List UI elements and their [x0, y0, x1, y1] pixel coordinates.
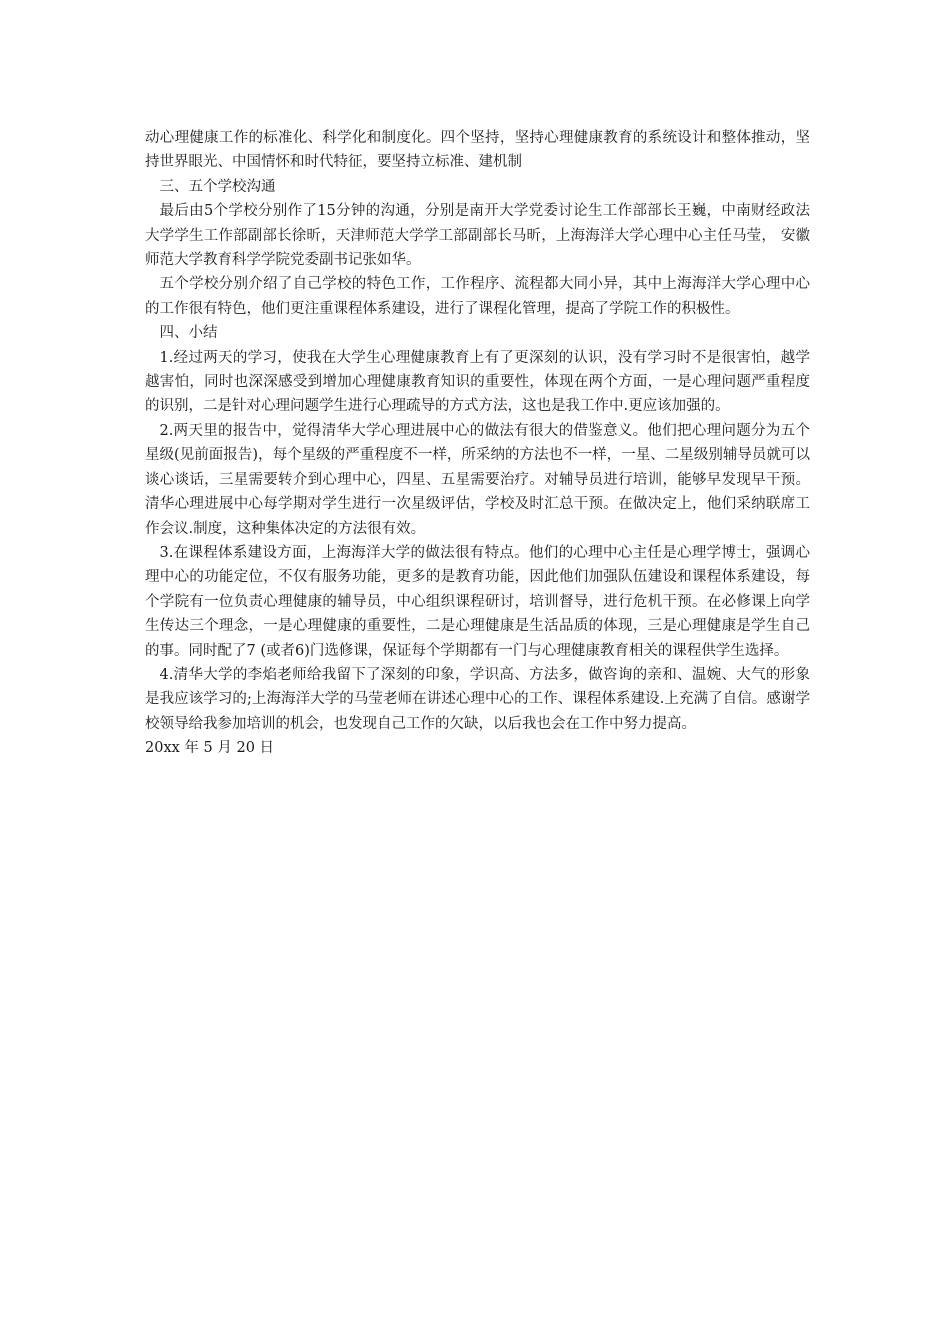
summary-point-2: 2.两天里的报告中，觉得清华大学心理进展中心的做法有很大的借鉴意义。他们把心理问题分为五个星级(见前面报告)，每个星级的严重程度不一样，所采纳的方法也不一样，一星、二星级别辅导员就可以谈心谈话，三星需要转介到心理中心，四星、五星需要治疗。对辅导员进行培训，能够早发现早干预。清华心理进展中心每学期对学生进行一次星级评估，学校及时汇总干预。在做决定上，他们采纳联席工作会议.制度，这种集体决定的方法很有效。	[145, 422, 810, 537]
paragraph-school-features: 五个学校分别介绍了自己学校的特色工作，工作程序、流程都大同小异，其中上海海洋大学心理中心的工作很有特色，他们更注重课程体系建设，进行了课程化管理，提高了学院工作的积极性。	[145, 276, 810, 317]
paragraph-school-communication: 最后由5个学校分别作了15分钟的沟通，分别是南开大学党委讨论生工作部部长王巍，中南财经政法大学学生工作部副部长徐昕，天津师范大学学工部副部长马昕，上海海洋大学心理中心主任马莹， 安徽师范大学教育科学学院党委副书记张如华。	[145, 203, 810, 269]
section-heading-four: 四、小结	[159, 325, 218, 342]
summary-point-3: 3.在课程体系建设方面，上海海洋大学的做法很有特点。他们的心理中心主任是心理学博士，强调心理中心的功能定位，不仅有服务功能，更多的是教育功能，因此他们加强队伍建设和课程体系建设，每个学院有一位负责心理健康的辅导员，中心组织课程研讨，培训督导，进行危机干预。在必修课上向学生传达三个理念，一是心理健康的重要性，二是心理健康是生活品质的体现，三是心理健康是学生自己的事。同时配了7 (或者6)门选修课，保证每个学期都有一门与心理健康教育相关的课程供学生选择。	[145, 544, 810, 659]
section-heading-three: 三、五个学校沟通	[159, 178, 276, 195]
paragraph-continuation: 动心理健康工作的标准化、科学化和制度化。四个坚持，坚持心理健康教育的系统设计和整体推动，坚持世界眼光、中国情怀和时代特征，要坚持立标准、建机制	[145, 130, 810, 171]
document-date: 20xx 年 5 月 20 日	[145, 740, 275, 757]
summary-point-4: 4.清华大学的李焰老师给我留下了深刻的印象，学识高、方法多，做咨询的亲和、温婉、大气的形象是我应该学习的;上海海洋大学的马莹老师在讲述心理中心的工作、课程体系建设.上充满了自信。感谢学校领导给我参加培训的机会，也发现自己工作的欠缺，以后我也会在工作中努力提高。	[145, 666, 810, 732]
summary-point-1: 1.经过两天的学习，使我在大学生心理健康教育上有了更深刻的认识，没有学习时不是很害怕，越学越害怕，同时也深深感受到增加心理健康教育知识的重要性，体现在两个方面，一是心理问题严重程度的识别，二是针对心理问题学生进行心理疏导的方式方法，这也是我工作中.更应该加强的。	[145, 349, 810, 415]
document-body	[145, 126, 810, 761]
